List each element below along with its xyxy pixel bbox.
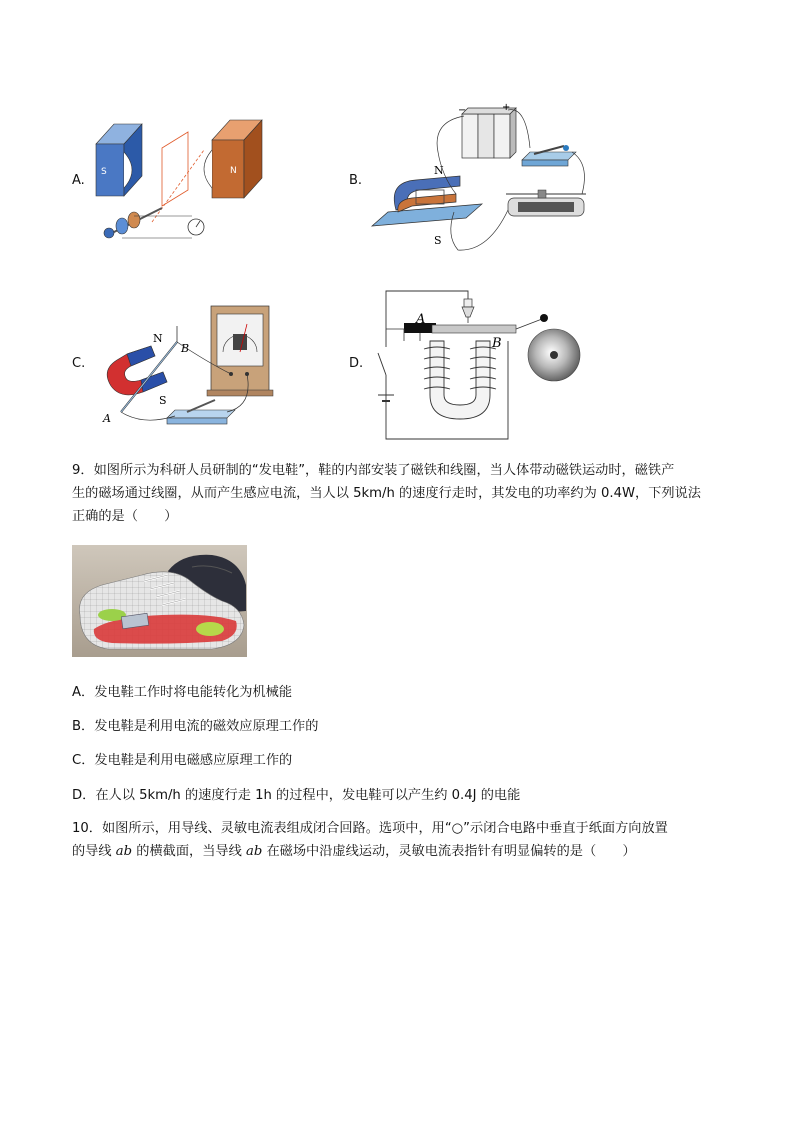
figure-d-electric-bell (368, 283, 588, 443)
figure-c-induction (97, 300, 277, 430)
question-10-text (72, 817, 732, 863)
option-d-label: D. (349, 356, 364, 371)
question-9-option-b[interactable]: B．发电鞋是利用电流的磁效应原理工作的 (72, 719, 319, 734)
point-b-label: B (181, 342, 190, 355)
question-9-text (72, 459, 732, 528)
question-10-line-2 (72, 840, 732, 863)
figure-b-motor (368, 102, 596, 254)
plus-sign: + (502, 102, 511, 113)
switch-icon (522, 145, 576, 166)
pole-n-label: N (153, 332, 163, 345)
question-9-option-c[interactable]: C．发电鞋是利用电磁感应原理工作的 (72, 753, 293, 768)
question-10-line-2-part-2: 的横截面，当导线 (136, 844, 242, 859)
point-a-label: A (416, 312, 426, 327)
figure-a-generator (92, 112, 267, 247)
question-9-line-2: 生的磁场通过线圈，从而产生感应电流，当人以 5km/h 的速度行走时，其发电的功率约为 0.4W，下列说法 (72, 486, 701, 501)
switch-icon (167, 400, 235, 424)
option-b-label: B. (349, 173, 363, 188)
question-10-line-2-part-1: 的导线 (72, 844, 112, 859)
question-9-option-a[interactable]: A．发电鞋工作时将电能转化为机械能 (72, 685, 293, 700)
galvanometer-icon (207, 306, 273, 396)
pole-s-label: S (101, 167, 107, 177)
pole-s-label: S (159, 394, 167, 407)
point-b-label: B (492, 336, 502, 351)
option-a-label: A. (72, 173, 85, 188)
power-shoe-image (72, 545, 247, 657)
variable-ab: ab (245, 844, 263, 859)
battery-icon (462, 108, 516, 158)
minus-sign: − (458, 105, 467, 116)
question-10-line-2-part-3: 在磁场中沿虚线运动，灵敏电流表指针有明显偏转的是（ ） (266, 844, 636, 859)
pole-n-label: N (230, 166, 237, 176)
pole-n-label: N (434, 164, 444, 177)
variable-ab: ab (115, 844, 133, 859)
option-c-label: C. (72, 356, 86, 371)
rheostat-icon (506, 190, 586, 216)
pole-s-label: S (434, 234, 442, 247)
question-9-option-d[interactable]: D．在人以 5km/h 的速度行走 1h 的过程中，发电鞋可以产生约 0.4J 的电能 (72, 788, 521, 803)
question-9-line-3: 正确的是（ ） (72, 509, 178, 524)
question-10-line-1: 10．如图所示，用导线、灵敏电流表组成闭合回路。选项中，用“○”示闭合电路中垂直于纸面方向放置 (72, 821, 668, 836)
contact-screw-icon (462, 299, 474, 323)
question-9-line-1: 9．如图所示为科研人员研制的“发电鞋”，鞋的内部安装了磁铁和线圈，当人体带动磁铁运动时，磁铁产 (72, 463, 675, 478)
point-a-label: A (103, 412, 111, 425)
